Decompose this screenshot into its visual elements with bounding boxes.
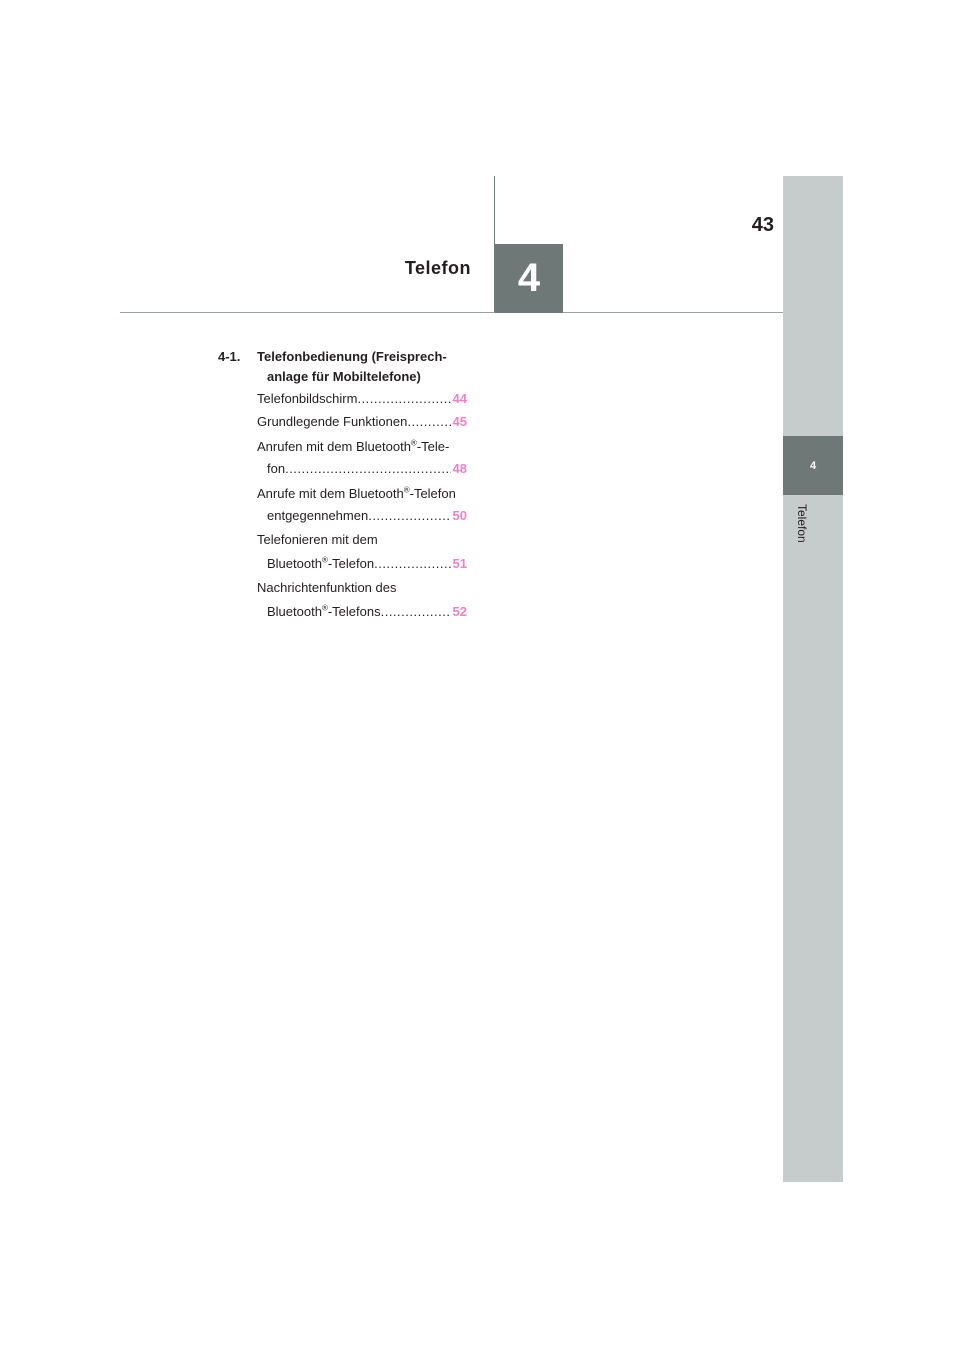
chapter-title: Telefon [404, 258, 471, 278]
toc-entry-label: Telefonieren mit dem [257, 532, 378, 547]
header-horizontal-rule [120, 312, 783, 313]
toc-entry-label-cont: fon [267, 461, 286, 476]
toc-entry-nachrichtenfunktion[interactable] [257, 577, 467, 623]
leader-dots [368, 505, 450, 527]
toc-entry-label-cont: Bluetooth [267, 556, 322, 571]
leader-dots [381, 601, 451, 623]
toc-entry-anrufe-entgegennehmen[interactable] [257, 483, 467, 527]
toc-entry-telefonieren[interactable] [257, 529, 467, 575]
toc-entry-anrufen[interactable] [257, 436, 467, 480]
toc-entry-page[interactable]: 44 [452, 391, 467, 406]
toc-entry-page[interactable]: 45 [452, 414, 467, 429]
toc-entry-page[interactable]: 51 [452, 556, 467, 571]
toc-entry-page[interactable]: 48 [452, 461, 467, 476]
page-number: 43 [751, 214, 774, 236]
toc-entry-label: Anrufen mit dem Bluetooth [257, 439, 411, 454]
toc-entry-label: Nachrichtenfunktion des [257, 580, 397, 595]
registered-mark: ® [403, 485, 410, 495]
chapter-number-box [495, 244, 563, 313]
toc-entry-grundlegende-funktionen[interactable] [257, 411, 467, 433]
toc-entry-label-suffix: -Telefons [327, 604, 381, 619]
toc-section-number: 4-1. [218, 349, 241, 364]
toc-entry-label-suffix: -Tele- [416, 439, 450, 454]
side-tab-number: 4 [809, 459, 817, 472]
registered-mark: ® [321, 603, 328, 613]
toc-entry-telefonbildschirm[interactable] [257, 388, 467, 410]
leader-dots [407, 411, 450, 433]
side-tab-label: Telefon [795, 504, 809, 543]
leader-dots [285, 458, 450, 480]
side-thumb-bar [783, 176, 843, 1182]
registered-mark: ® [321, 555, 328, 565]
leader-dots [357, 388, 450, 410]
toc-entry-label: Telefonbildschirm [257, 391, 358, 406]
toc-entry-label-cont: Bluetooth [267, 604, 322, 619]
toc-entry-label: Grundlegende Funktionen [257, 414, 408, 429]
toc-entry-label: Anrufe mit dem Bluetooth [257, 486, 404, 501]
registered-mark: ® [410, 438, 417, 448]
toc-entry-label-cont: entgegennehmen [267, 508, 369, 523]
side-chapter-tab[interactable] [783, 436, 843, 495]
leader-dots [374, 553, 450, 575]
chapter-number: 4 [517, 256, 541, 300]
toc-entry-page[interactable]: 52 [452, 604, 467, 619]
toc-section-title-line2: anlage für Mobiltelefone) [267, 369, 421, 384]
toc-entry-label-suffix: -Telefon [409, 486, 456, 501]
toc-entry-label-suffix: -Telefon [327, 556, 375, 571]
toc-entry-page[interactable]: 50 [452, 508, 467, 523]
toc-section-title-line1: Telefonbedienung (Freisprech- [257, 349, 447, 364]
